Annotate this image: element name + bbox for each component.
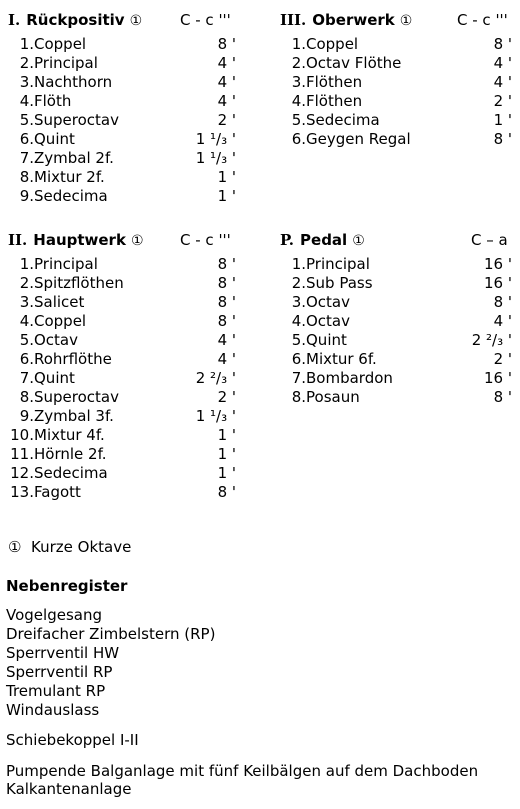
stop-pitch: 16 ' [484, 274, 512, 292]
footnote-marker-icon: ① [8, 538, 22, 556]
stop-pitch: 4 ' [217, 350, 236, 368]
division-numeral: P. [280, 231, 295, 249]
stop-number: 6. [19, 130, 34, 148]
footnote-marker-icon: ① [352, 233, 365, 249]
stop-name: Flöthen [306, 92, 363, 110]
stop-pitch: 4 ' [217, 54, 236, 72]
stop-list [8, 255, 236, 502]
stop-number: 7. [291, 369, 306, 387]
stop-pitch: 1 ' [493, 111, 512, 129]
compass-range: C – a [471, 231, 508, 249]
stop-row [8, 426, 236, 445]
footnote-marker-icon: ① [129, 13, 143, 29]
stop-number: 4. [19, 92, 34, 110]
stop-number: 7. [19, 369, 34, 387]
stop-name: Sedecima [34, 464, 108, 482]
stop-number: 8. [19, 388, 34, 406]
division-oberwerk [280, 9, 520, 149]
compass-range: C - c ''' [180, 11, 231, 29]
stop-number: 5. [19, 111, 34, 129]
stop-number: 2. [291, 274, 306, 292]
accessory-stop: Vogelgesang [6, 606, 102, 624]
stop-pitch: 8 ' [217, 255, 236, 273]
division-title [8, 11, 142, 29]
stop-name: Flöthen [306, 73, 363, 91]
stop-name: Coppel [34, 312, 87, 330]
wind-supply-text: Pumpende Balganlage mit fünf Keilbälgen auf dem Dachboden [6, 762, 479, 780]
stop-number: 6. [291, 130, 306, 148]
division-heading [8, 229, 236, 251]
stop-pitch: 1 ' [217, 464, 236, 482]
stop-row [280, 54, 512, 73]
stop-pitch: 4 ' [493, 73, 512, 91]
footnote-marker-icon: ① [399, 13, 413, 29]
stop-name: Coppel [34, 35, 87, 53]
division-title [280, 231, 365, 249]
stop-row [8, 350, 236, 369]
division-heading [280, 9, 520, 31]
stop-name: Mixtur 6f. [306, 350, 377, 368]
compass-range: C - c ''' [457, 11, 508, 29]
stop-list [280, 35, 512, 149]
stop-row [280, 350, 512, 369]
stop-row [8, 130, 236, 149]
stop-number: 12. [10, 464, 34, 482]
stop-row [8, 35, 236, 54]
stop-pitch: 8 ' [493, 130, 512, 148]
stop-name: Superoctav [34, 388, 119, 406]
stop-pitch: 2 ' [217, 111, 236, 129]
stop-number: 6. [291, 350, 306, 368]
stop-row [8, 274, 236, 293]
stop-name: Principal [34, 255, 98, 273]
accessory-stop: Tremulant RP [6, 682, 106, 700]
stop-number: 8. [19, 168, 34, 186]
division-heading [8, 9, 236, 31]
wind-supply-text: Kalkantenanlage [6, 780, 132, 798]
stop-name: Bombardon [306, 369, 393, 387]
stop-name: Sedecima [306, 111, 380, 129]
stop-list [280, 255, 512, 407]
stop-name: Zymbal 3f. [34, 407, 114, 425]
stop-number: 1. [19, 255, 34, 273]
stop-row [280, 331, 512, 350]
stop-number: 3. [291, 293, 306, 311]
accessory-stop: Sperrventil RP [6, 663, 113, 681]
stop-row [280, 73, 512, 92]
stop-name: Posaun [306, 388, 360, 406]
stop-row [8, 187, 236, 206]
stop-name: Superoctav [34, 111, 119, 129]
stop-number: 3. [291, 73, 306, 91]
stop-number: 8. [291, 388, 306, 406]
stop-number: 5. [19, 331, 34, 349]
stop-pitch: 1 ' [217, 445, 236, 463]
stop-number: 13. [10, 483, 34, 501]
stop-name: Zymbal 2f. [34, 149, 114, 167]
division-name: Pedal [300, 231, 348, 249]
stop-number: 6. [19, 350, 34, 368]
stop-row [8, 445, 236, 464]
division-title [8, 231, 144, 249]
stop-row [280, 92, 512, 111]
stop-pitch: 1 ¹/₃ ' [195, 407, 236, 425]
division-numeral: II. [8, 231, 28, 249]
stop-number: 5. [291, 111, 306, 129]
stop-row [8, 73, 236, 92]
division-hauptwerk [8, 229, 236, 502]
stop-name: Sub Pass [306, 274, 373, 292]
stop-number: 3. [19, 73, 34, 91]
compass-range: C - c ''' [180, 231, 231, 249]
division-rueckpositiv [8, 9, 236, 206]
stop-name: Octav Flöthe [306, 54, 402, 72]
stop-pitch: 8 ' [217, 274, 236, 292]
stop-name: Hörnle 2f. [34, 445, 107, 463]
stop-row [8, 54, 236, 73]
accessory-stops-heading: Nebenregister [6, 577, 128, 595]
stop-number: 2. [19, 54, 34, 72]
stop-number: 4. [19, 312, 34, 330]
division-title [280, 11, 412, 29]
stop-pitch: 4 ' [217, 92, 236, 110]
stop-row [8, 331, 236, 350]
stop-pitch: 8 ' [493, 388, 512, 406]
stop-name: Mixtur 2f. [34, 168, 105, 186]
stop-name: Sedecima [34, 187, 108, 205]
stop-number: 4. [291, 312, 306, 330]
stop-row [280, 312, 512, 331]
stop-row [8, 111, 236, 130]
stop-number: 11. [10, 445, 34, 463]
stop-list [8, 35, 236, 206]
stop-pitch: 2 ' [493, 350, 512, 368]
stop-name: Nachthorn [34, 73, 113, 91]
stop-name: Octav [34, 331, 79, 349]
stop-row [280, 35, 512, 54]
stop-name: Quint [306, 331, 347, 349]
stop-number: 3. [19, 293, 34, 311]
stop-name: Rohrflöthe [34, 350, 112, 368]
stop-row [8, 293, 236, 312]
stop-name: Geygen Regal [306, 130, 411, 148]
stop-pitch: 1 ¹/₃ ' [195, 130, 236, 148]
stop-name: Flöth [34, 92, 72, 110]
stop-name: Principal [306, 255, 370, 273]
division-pedal [280, 229, 520, 407]
stop-row [8, 312, 236, 331]
stop-pitch: 8 ' [217, 293, 236, 311]
stop-row [280, 111, 512, 130]
division-name: Rückpositiv [26, 11, 125, 29]
stop-name: Coppel [306, 35, 359, 53]
stop-name: Mixtur 4f. [34, 426, 105, 444]
stop-pitch: 16 ' [484, 369, 512, 387]
stop-number: 1. [291, 255, 306, 273]
stop-name: Spitzflöthen [34, 274, 124, 292]
stop-pitch: 8 ' [493, 35, 512, 53]
stop-name: Quint [34, 369, 75, 387]
stop-pitch: 1 ' [217, 187, 236, 205]
stop-row [8, 388, 236, 407]
stop-row [280, 130, 512, 149]
division-name: Hauptwerk [33, 231, 126, 249]
stop-row [280, 388, 512, 407]
stop-number: 5. [291, 331, 306, 349]
stop-number: 2. [291, 54, 306, 72]
stop-name: Quint [34, 130, 75, 148]
footnote-marker-icon: ① [130, 233, 144, 249]
stop-number: 4. [291, 92, 306, 110]
division-numeral: I. [8, 11, 21, 29]
stop-row [8, 369, 236, 388]
stop-number: 1. [291, 35, 306, 53]
stop-name: Principal [34, 54, 98, 72]
stop-row [8, 483, 236, 502]
stop-name: Octav [306, 293, 351, 311]
stop-pitch: 1 ' [217, 426, 236, 444]
stop-pitch: 8 ' [493, 293, 512, 311]
stop-pitch: 4 ' [493, 312, 512, 330]
stop-name: Fagott [34, 483, 81, 501]
stop-pitch: 4 ' [217, 331, 236, 349]
stop-pitch: 1 ¹/₃ ' [195, 149, 236, 167]
stop-row [280, 293, 512, 312]
stop-row [8, 407, 236, 426]
stop-number: 10. [10, 426, 34, 444]
stop-number: 9. [19, 187, 34, 205]
division-heading [280, 229, 520, 251]
stop-pitch: 2 ' [217, 388, 236, 406]
coupler-text: Schiebekoppel I-II [6, 731, 139, 749]
accessory-stop: Dreifacher Zimbelstern (RP) [6, 625, 216, 643]
stop-name: Salicet [34, 293, 85, 311]
stop-row [8, 168, 236, 187]
stop-row [8, 149, 236, 168]
footnote-text: Kurze Oktave [31, 538, 132, 556]
stop-row [280, 255, 512, 274]
stop-pitch: 1 ' [217, 168, 236, 186]
accessory-stop: Sperrventil HW [6, 644, 120, 662]
stop-pitch: 16 ' [484, 255, 512, 273]
accessory-stop: Windauslass [6, 701, 100, 719]
stop-number: 1. [19, 35, 34, 53]
stop-row [280, 369, 512, 388]
stop-row [8, 464, 236, 483]
stop-number: 7. [19, 149, 34, 167]
stop-pitch: 4 ' [217, 73, 236, 91]
stop-pitch: 8 ' [217, 35, 236, 53]
stop-pitch: 4 ' [493, 54, 512, 72]
stop-pitch: 2 ' [493, 92, 512, 110]
stop-row [280, 274, 512, 293]
stop-row [8, 255, 236, 274]
stop-pitch: 2 ²/₃ ' [195, 369, 236, 387]
stop-row [8, 92, 236, 111]
stop-pitch: 2 ²/₃ ' [471, 331, 512, 349]
stop-number: 2. [19, 274, 34, 292]
stop-name: Octav [306, 312, 351, 330]
stop-pitch: 8 ' [217, 312, 236, 330]
stop-number: 9. [19, 407, 34, 425]
division-numeral: III. [280, 11, 307, 29]
footnote [8, 537, 131, 557]
stop-pitch: 8 ' [217, 483, 236, 501]
division-name: Oberwerk [312, 11, 395, 29]
